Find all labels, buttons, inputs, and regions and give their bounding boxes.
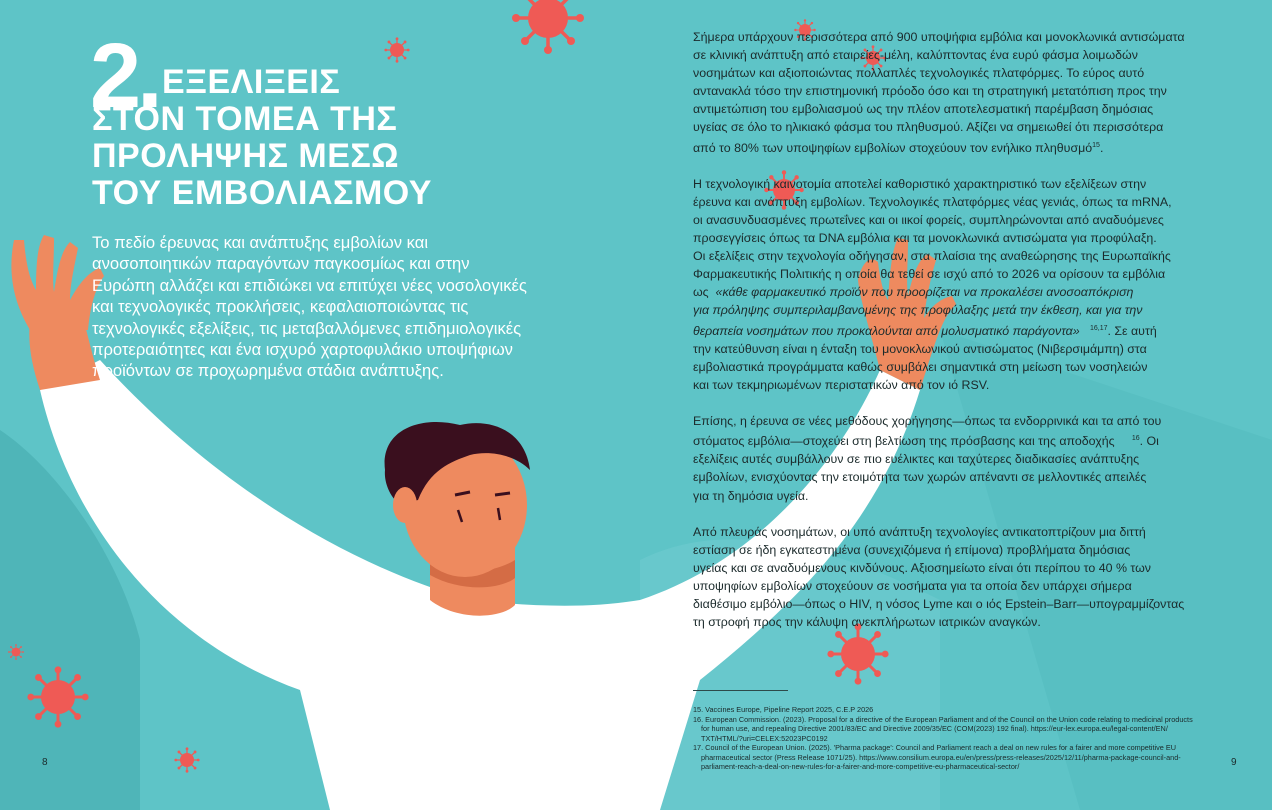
text-line: εξελίξεις αυτές συμβάλλουν σε πιο ευέλικτες και ταχύτερες διαδικασίες ανάπτυξης bbox=[693, 452, 1140, 467]
footnotes bbox=[693, 705, 1253, 772]
text-line: έρευνα και ανάπτυξη εμβολίων. Τεχνολογικές πλατφόρμες νέας γενιάς, όπως τα mRNA, bbox=[693, 194, 1172, 209]
text-line: εστίαση σε ήδη εγκατεστημένα (συνεχιζόμενα ή επίμονα) προβλήματα δημόσιας bbox=[693, 542, 1131, 557]
text-line: αντανακλά τόσο την επιστημονική πρόοδο όσο και τη στρατηγική μετατόπιση προς την bbox=[693, 84, 1167, 99]
intro-line: προτεραιότητες και ένα ισχυρό χαρτοφυλάκιο υποψήφιων bbox=[92, 340, 513, 360]
footnote-ref: 16,17 bbox=[1089, 324, 1108, 332]
paragraph-1: Σήμερα υπάρχουν περισσότερα από 900 υποψήφια εμβόλια και μονοκλωνικά αντισώματα σε κλινική ανάπτυξη από εταιρείες-μέλη, καλύπτοντας ένα ευρύ φάσμα λοιμωδών νοσημάτων και αξιοποιώντας πολλαπλές τεχνολογικές πλατφόρμες. Το εύρος αυτό αντανακλά τόσο την επιστημονική πρόοδο όσο και τη στρατηγική μετατόπιση προς την αντιμετώπιση του εμβολιασμού ως την πλέον αποτελεσματική παρέμβαση δημόσιας υγείας σε όλο το ηλικιακό φάσμα του πληθυσμού. Αξίζει να σημειωθεί ότι περισσότερα από το 80% των υποψηφίων εμβολίων στοχεύουν τον ενήλικο πληθυσμό$^{15}$. bbox=[693, 28, 1233, 157]
text-line: Επίσης, η έρευνα σε νέες μεθόδους χορήγησης—όπως τα ενδορρινικά και τα από του bbox=[693, 414, 1162, 429]
footnote-ref: 15 bbox=[1092, 141, 1100, 149]
intro-line: Ευρώπη αλλάζει και επιδιώκει να επιτύχει νέες νοσολογικές bbox=[92, 275, 527, 295]
text-line: Από πλευράς νοσημάτων, οι υπό ανάπτυξη τεχνολογίες αντικατοπτρίζουν μια διττή bbox=[693, 524, 1146, 539]
intro-paragraph bbox=[92, 232, 554, 382]
footnote-17-link[interactable]: parliament-reach-a-deal-on-new-rules-for-a-fairer-and-more-competitive-eu-pharmaceutical-sector/ bbox=[701, 762, 1020, 771]
text-line: νοσημάτων και αξιοποιώντας πολλαπλές τεχνολογικές πλατφόρμες. Το εύρος αυτό bbox=[693, 66, 1145, 81]
title-line-1: ΕΞΕΛΙΞΕΙΣ bbox=[162, 63, 341, 101]
body-column bbox=[693, 28, 1233, 649]
text-line: υποψηφίων εμβολίων στοχεύουν σε νοσήματα για τα οποία δεν υπάρχει σήμερα bbox=[693, 578, 1132, 593]
footnote-16-cont: for human use, and repealing Directive 2001/83/EC and Directive 2009/35/EC (COM(2023) 192 final). https://eur-lex.europa.eu/legal-content/EN/ bbox=[701, 724, 1168, 733]
footnote-divider bbox=[693, 690, 788, 691]
paragraph-3 bbox=[693, 412, 1233, 505]
footnote-15: 15. Vaccines Europe, Pipeline Report 2025, C.E.P 2026 bbox=[693, 705, 874, 714]
intro-line: τεχνολογικές εξελίξεις, τις μεταβαλλόμενες επιδημιολογικές bbox=[92, 318, 522, 338]
chapter-number: 2. bbox=[90, 25, 159, 127]
footnote-16-link[interactable]: TXT/HTML/?uri=CELEX:52023PC0192 bbox=[701, 733, 828, 743]
footnote-17-cont[interactable]: pharmaceutical sector (Press Release 1071/25). https://www.consilium.europa.eu/en/press/press-releases/2025/12/11/pharma-package-council-and- bbox=[701, 752, 1181, 762]
intro-line: Το πεδίο έρευνας και ανάπτυξης εμβολίων και bbox=[92, 233, 429, 252]
text-line: διαθέσιμο εμβόλιο—όπως ο HIV, η νόσος Lyme και ο ιός Epstein–Barr—υπογραμμίζοντας bbox=[693, 597, 1185, 611]
text-line: . Οι bbox=[1139, 434, 1159, 449]
text-line: οι ανασυνδυασμένες πρωτεΐνες και οι ιικοί φορείς, συμπληρώνονται από αναδυόμενες bbox=[693, 212, 1164, 227]
intro-line: και τεχνολογικές προκλήσεις, κεφαλαιοποιώντας τις bbox=[92, 297, 469, 317]
chapter-title bbox=[92, 64, 432, 212]
text-line: εμβολιαστικά προγράμματα καθώς συμβάλει σημαντικά στη μείωση των νοσηλειών bbox=[693, 359, 1148, 374]
page-number-right: 9 bbox=[1231, 757, 1237, 768]
text-line: ως bbox=[693, 285, 709, 300]
text-line: τη στροφή προς την κάλυψη ανεκπλήρωτων ιατρικών αναγκών. bbox=[693, 615, 1041, 630]
title-line-2: ΣΤΟΝ ΤΟΜΕΑ ΤΗΣ bbox=[92, 100, 398, 138]
text-line: σε κλινική ανάπτυξη από εταιρείες-μέλη, καλύπτοντας ένα ευρύ φάσμα λοιμωδών bbox=[693, 48, 1138, 63]
footnote-ref: 16 bbox=[1131, 435, 1140, 443]
text-line: την κατεύθυνση είναι η ένταξη του μονοκλωνικού αντισώματος (Νιβερσιμάμπη) στα bbox=[693, 341, 1147, 356]
text-line: στόματος εμβόλια—στοχεύει στη βελτίωση της πρόσβασης και της αποδοχής bbox=[693, 434, 1115, 449]
footnote-16: 16. European Commission. (2023). Proposal for a directive of the European Parliament and of the Council on the Union code relating to medicinal products bbox=[693, 714, 1193, 724]
title-line-3: ΠΡΟΛΗΨΗΣ ΜΕΣΩ bbox=[92, 137, 400, 175]
quote-line: «κάθε φαρμακευτικό προϊόν που προορίζεται να προκαλέσει ανοσοαπόκριση bbox=[715, 285, 1134, 300]
paragraph-2 bbox=[693, 175, 1233, 394]
text-line: προσεγγίσεις όπως τα DNA εμβόλια και τα μονοκλωνικά αντισώματα για προφύλαξη. bbox=[693, 231, 1157, 246]
text-line: για τη δημόσια υγεία. bbox=[693, 488, 809, 503]
intro-line: προϊόντων σε προχωρημένα στάδια ανάπτυξης. bbox=[92, 361, 444, 381]
text-line: αντιμετώπιση του εμβολιασμού ως την πλέον αποτελεσματική παρέμβαση δημόσιας bbox=[693, 102, 1154, 117]
paragraph-4 bbox=[693, 523, 1233, 632]
text-line: υγείας και σε αναδυόμενους κινδύνους. Αξιοσημείωτο είναι ότι περίπου το 40 % των bbox=[693, 560, 1151, 575]
text-line: Φαρμακευτικής Πολιτικής η οποία θα τεθεί σε ισχύ από το 2026 να ορίσουν τα εμβόλια bbox=[693, 267, 1166, 282]
quote-line: για πρόληψης συμπεριλαμβανομένης της προφύλαξης μετά την έκθεση, και για την bbox=[693, 303, 1143, 318]
text-line: Σήμερα υπάρχουν περισσότερα από 900 υποψήφια εμβόλια και μονοκλωνικά αντισώματα bbox=[693, 30, 1185, 44]
footnote-17: 17. Council of the European Union. (2025). 'Pharma package': Council and Parliament reach a deal on new rules for a fairer and more competitive EU bbox=[693, 743, 1177, 752]
text-line: εμβολίων, ενισχύοντας την ετοιμότητα των χωρών απέναντι σε μελλοντικές απειλές bbox=[693, 470, 1147, 485]
text-line: Η τεχνολογική καινοτομία αποτελεί καθοριστικό χαρακτηριστικό των εξελίξεων στην bbox=[693, 176, 1147, 191]
title-line-4: ΤΟΥ ΕΜΒΟΛΙΑΣΜΟΥ bbox=[92, 174, 432, 212]
text-line: . Σε αυτή bbox=[1107, 323, 1157, 338]
quote-line: θεραπεία νοσημάτων που προκαλούνται από μολυσματικό παράγοντα» bbox=[693, 323, 1080, 338]
page-number-left: 8 bbox=[42, 757, 48, 768]
text-line: Οι εξελίξεις στην τεχνολογία οδήγησαν, στα πλαίσια της αναθεώρησης της Ευρωπαϊκής bbox=[693, 249, 1171, 264]
intro-line: ανοσοποιητικών παραγόντων παγκοσμίως και στην bbox=[92, 254, 470, 274]
text-line: υγείας σε όλο το ηλικιακό φάσμα του πληθυσμού. Αξίζει να σημειωθεί ότι περισσότερα bbox=[693, 120, 1164, 135]
text-line: και των τεκμηριωμένων περιστατικών από τον ιό RSV. bbox=[693, 377, 990, 392]
text-line: από το 80% των υποψηφίων εμβολίων στοχεύουν τον ενήλικο πληθυσμό bbox=[693, 140, 1093, 155]
